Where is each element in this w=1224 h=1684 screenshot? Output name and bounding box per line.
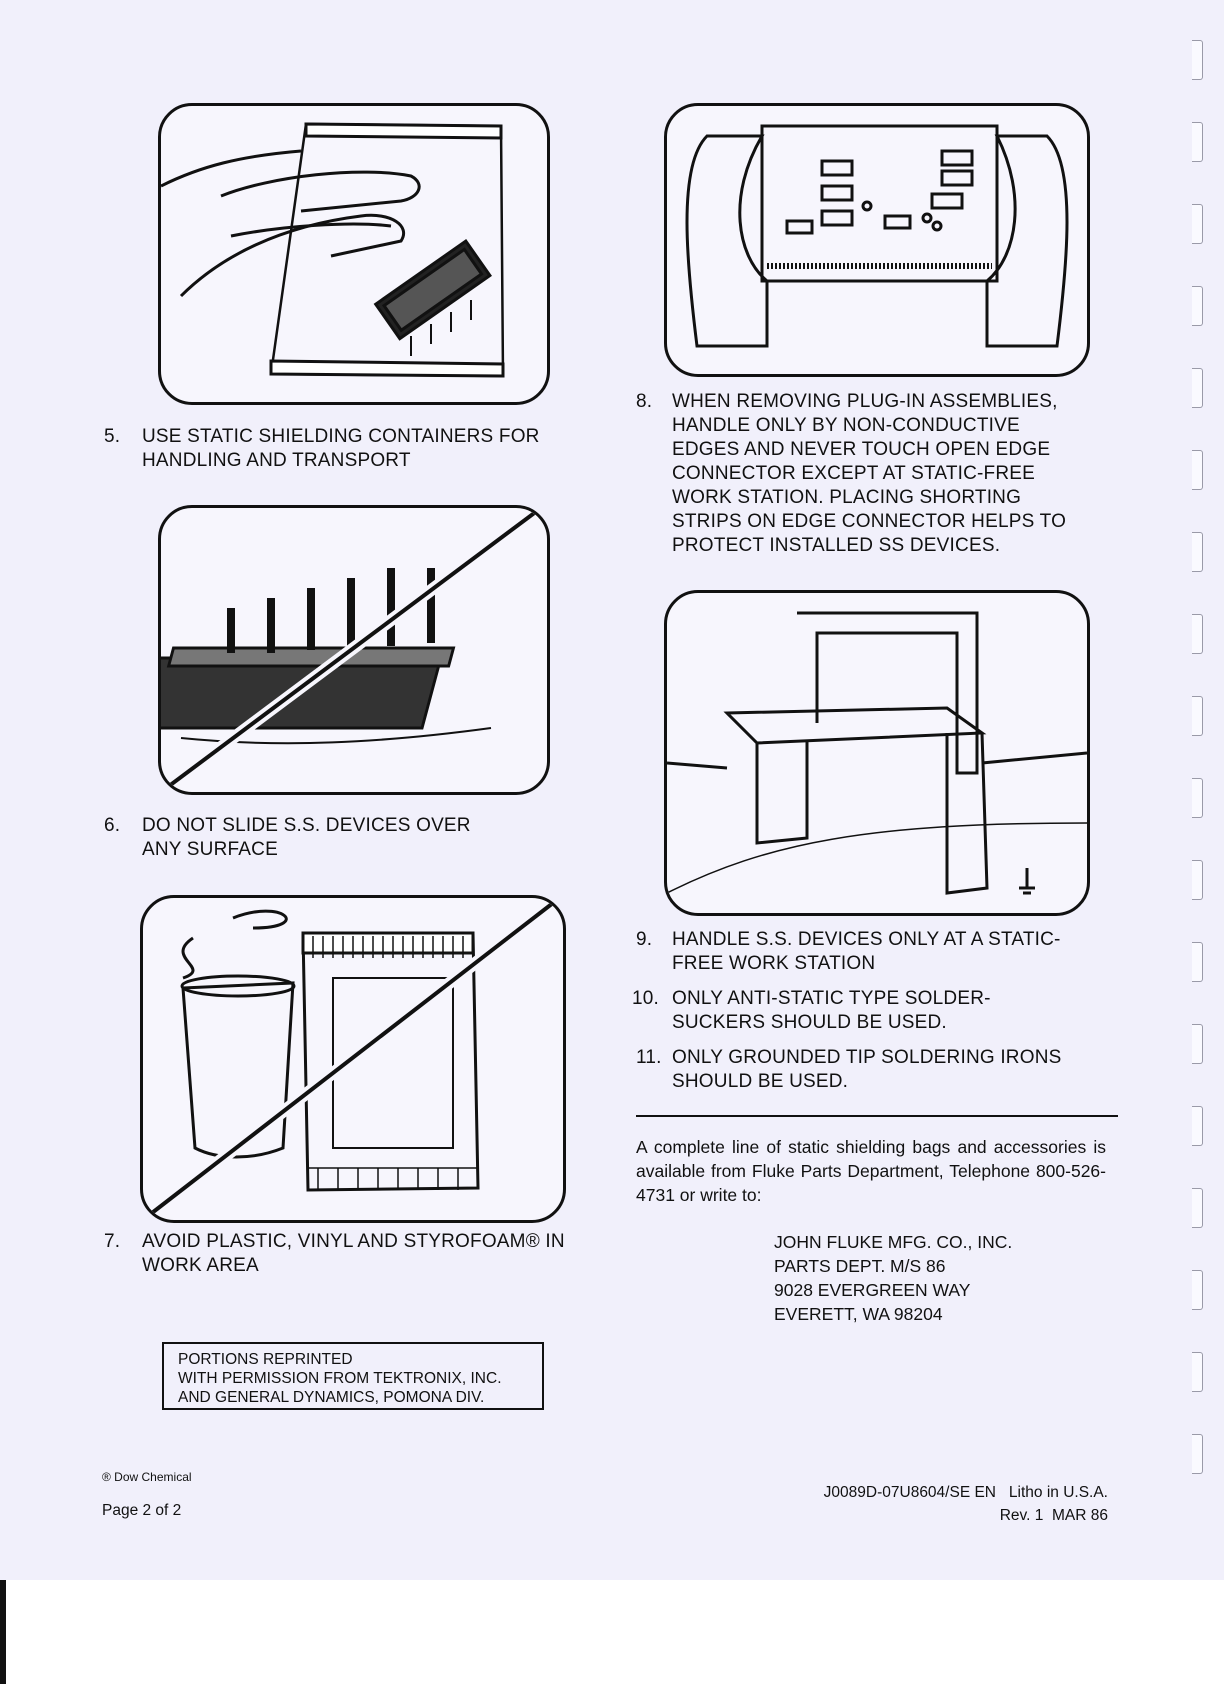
revision-date: Rev. 1 MAR 86 xyxy=(999,1507,1108,1524)
illustration-plug-in-board xyxy=(664,103,1090,377)
illustration-static-free-bench xyxy=(664,590,1090,916)
binder-margin-marks xyxy=(1192,40,1206,1520)
illustration-no-plastic xyxy=(140,895,566,1223)
page-edge-shadow xyxy=(0,1580,6,1684)
page-number: Page 2 of 2 xyxy=(102,1502,182,1519)
mailing-address: JOHN FLUKE MFG. CO., INC. PARTS DEPT. M/S 86 9028 EVERGREEN WAY EVERETT, WA 98204 xyxy=(774,1232,1013,1324)
illustration-shielding-bag xyxy=(158,103,550,405)
availability-paragraph: A complete line of static shielding bags and accessories is available from Fluke Parts Department, Telephone 800-526-4731 or write to: xyxy=(636,1137,1106,1205)
document-code: J0089D-07U8604/SE EN Litho in U.S.A. xyxy=(823,1484,1108,1501)
illustration-no-sliding xyxy=(158,505,550,795)
reprint-notice-box: PORTIONS REPRINTED WITH PERMISSION FROM TEKTRONIX, INC. AND GENERAL DYNAMICS, POMONA DIV. xyxy=(162,1342,544,1410)
divider-line xyxy=(636,1115,1118,1117)
trademark-note: ® Dow Chemical xyxy=(102,1470,192,1484)
